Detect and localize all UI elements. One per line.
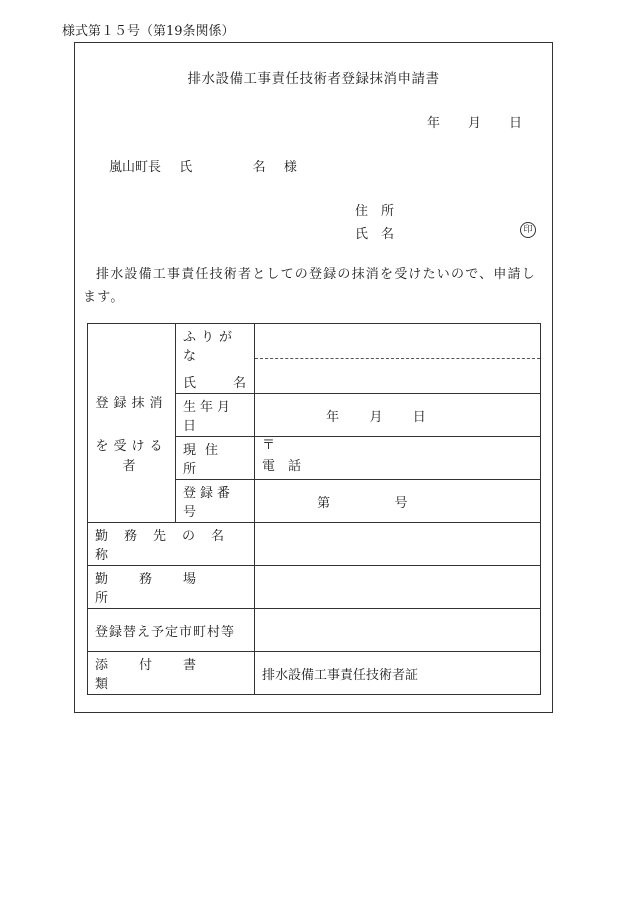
furigana-label: ふりがな [183,330,238,364]
form-frame [74,42,553,713]
name-field[interactable] [255,324,541,394]
date-day: 日 [509,116,523,131]
page-title: 排水設備工事責任技術者登録抹消申請書 [187,71,440,87]
form-number: 様式第１５号（第19条関係） [62,24,235,39]
workplace-label-cell [88,566,255,609]
attachments-label-cell [88,652,255,695]
attachments-label: 添付書類 [95,658,228,692]
address-label-cell [176,437,255,480]
birth-month: 月 [369,409,383,425]
application-table [87,323,541,695]
group-label-1: 登録抹消 [95,396,168,411]
addressee-mayor: 嵐山町長 [109,160,162,175]
reg-no-go: 号 [394,495,408,511]
workplace-name-label: 勤務先の名称 [95,529,241,563]
attachments-value: 排水設備工事責任技術者証 [262,667,419,683]
group-label-cell [88,324,176,523]
furigana-divider [255,358,540,359]
applicant-name-label: 氏 名 [355,227,395,242]
postal-mark: 〒 [262,438,276,453]
workplace-label: 勤務場所 [95,572,228,606]
addressee-mei: 名 [252,160,266,175]
workplace-field[interactable] [255,566,541,609]
address-label [176,439,254,477]
transfer-label-cell [88,609,255,652]
birth-year: 年 [326,409,340,425]
seal-icon: 印 [520,222,536,238]
birth-field[interactable] [255,394,541,437]
birth-label-text: 生年月日 [183,400,235,434]
transfer-field[interactable] [255,609,541,652]
addressee-sama: 様 [283,160,297,175]
reg-no-label [176,482,254,520]
applicant-address-label: 住 所 [355,204,395,219]
reg-no-label-cell [176,480,255,523]
birth-label [176,396,254,434]
reg-no-label-text: 登録番号 [183,486,235,520]
transfer-label: 登録替え予定市町村等 [95,624,236,640]
attachments-field [255,652,541,695]
address-field[interactable] [255,437,541,480]
phone-label: 電 話 [262,459,302,474]
date-month: 月 [468,116,482,131]
birth-label-cell [176,394,255,437]
address-label-text: 現住所 [183,443,228,477]
addressee-shi: 氏 [179,160,193,175]
birth-day: 日 [412,409,426,425]
request-text: 排水設備工事責任技術者としての登録の抹消を受けたいので、申請します。 [83,267,536,305]
name-label-mei: 名 [232,376,246,391]
reg-no-field[interactable] [255,480,541,523]
group-label-2: を受ける者 [95,439,168,474]
addressee [109,156,297,175]
name-label [183,372,246,391]
workplace-name-label-cell [88,523,255,566]
reg-no-dai: 第 [317,495,331,511]
name-label-shi: 氏 [183,376,197,391]
workplace-name-field[interactable] [255,523,541,566]
date-year: 年 [427,116,441,131]
furigana-name-label-cell [176,324,255,394]
